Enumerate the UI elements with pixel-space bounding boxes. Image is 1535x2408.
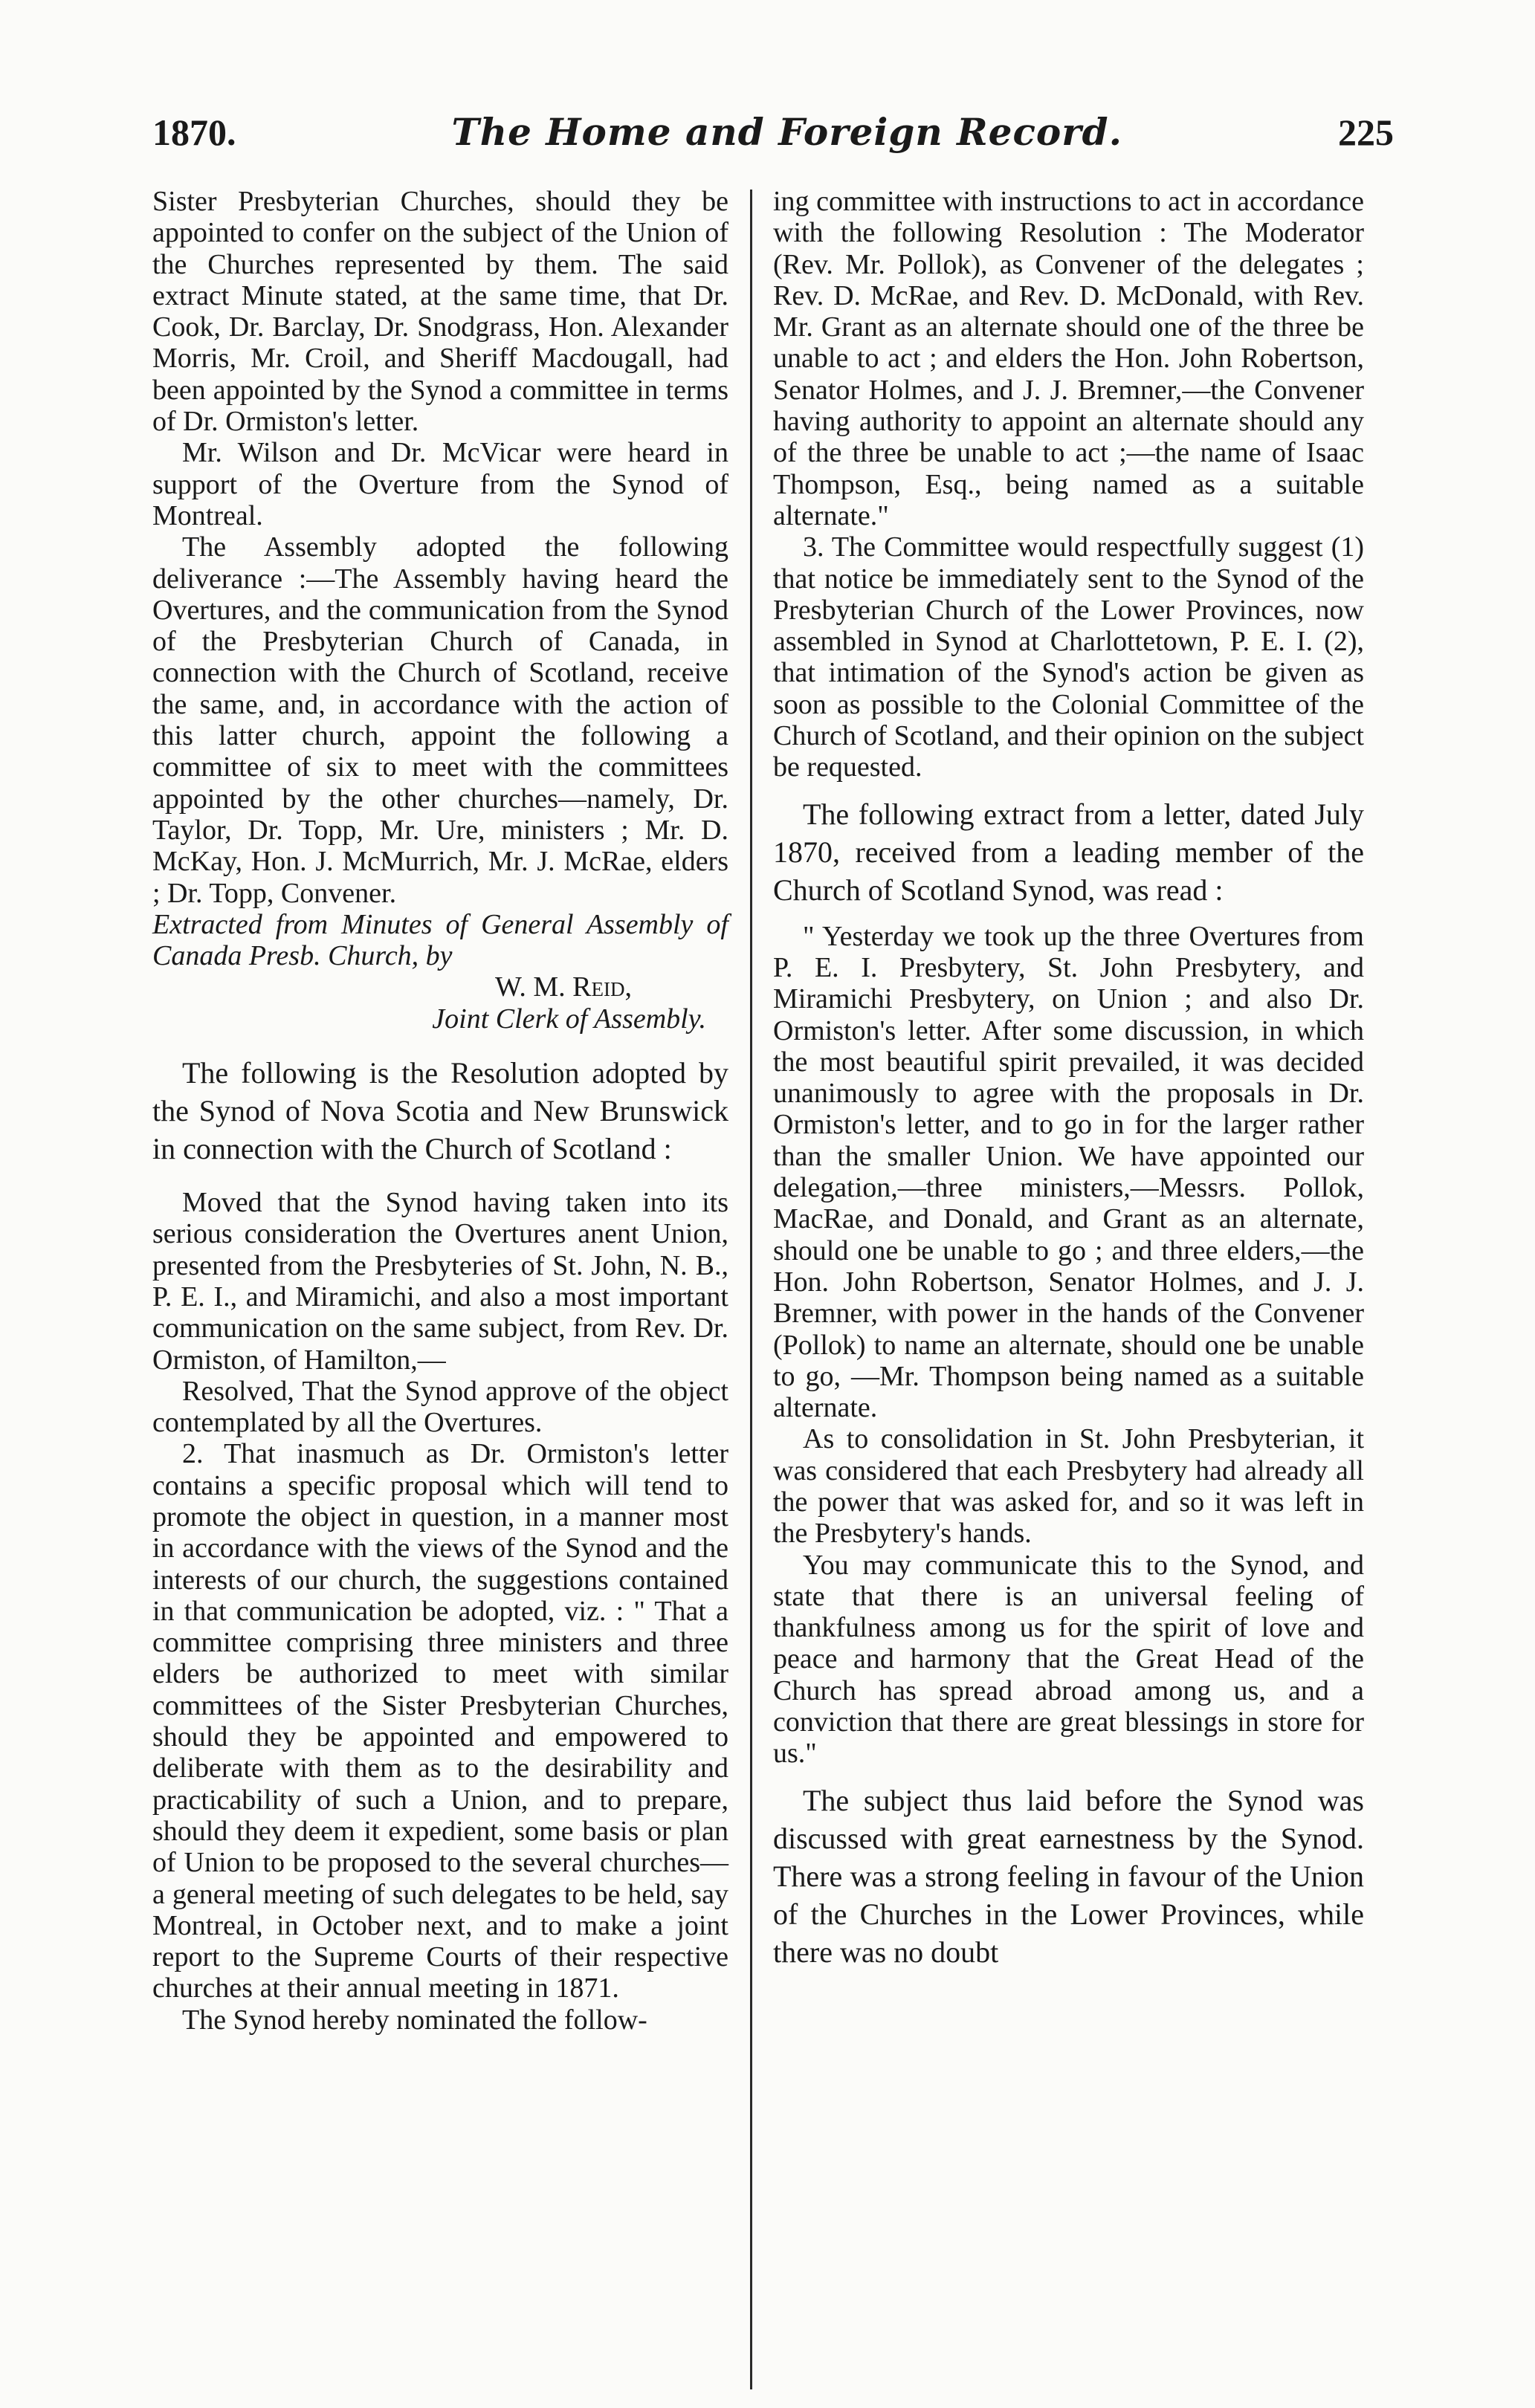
paragraph: 3. The Committee would respectfully suggest (1) that notice be immediately sent to the Synod of the Presbyterian Church of the Lower Provinces, now assembled in Synod at Charlottetown, P. E. I. (2), that intimation of the Synod's action be given as soon as possible to the Colonial Committee of the Church of Scotland, and their opinion on the subject be requested. xyxy=(773,531,1364,783)
paragraph: ing committee with instructions to act in accordance with the following Resolution : The Moderator (Rev. Mr. Pollok), as Convener of the delegates ; Rev. D. McRae, and Rev. D. McDonald, with Rev. Mr. Grant as an alternate should one of the three be unable to act ; and elders the Hon. John Robertson, Senator Holmes, and J. J. Bremner,—the Convener having authority to appoint an alternate should any of the three be unable to act ;—the name of Isaac Thompson, Esq., being named as a suitable alternate." xyxy=(773,186,1364,531)
extract-note: Extracted from Minutes of General Assembly of Canada Presb. Church, by xyxy=(152,908,728,972)
paragraph: You may communicate this to the Synod, and state that there is an universal feeling of thankfulness among us for the spirit of love and peace and harmony that the Great Head of the Church has spread abroad among us, and a conviction that there are great blessings in store for us." xyxy=(773,1549,1364,1770)
column-divider xyxy=(750,190,752,2389)
left-column xyxy=(152,186,728,2036)
page-header xyxy=(152,110,1394,162)
paragraph: The following extract from a letter, dated July 1870, received from a leading member of the Church of Scotland Synod, was read : xyxy=(773,797,1364,907)
paragraph: Mr. Wilson and Dr. McVicar were heard in support of the Overture from the Synod of Montreal. xyxy=(152,437,728,531)
paragraph: 2. That inasmuch as Dr. Ormiston's letter contains a specific proposal which will tend to promote the object in question, in a manner most in accordance with the views of the Synod and the interests of our church, the suggestions contained in that communication be adopted, viz. : " That a committee comprising three ministers and three elders be authorized to meet with similar committees of the Sister Presbyterian Churches, should they be appointed and empowered to deliberate with them as to the desirability and practicability of such a Union, and to prepare, should they deem it expedient, some basis or plan of Union to be proposed to the several churches—a general meeting of such delegates to be held, say Montreal, in October next, and to make a joint report to the Supreme Courts of their respective churches at their annual meeting in 1871. xyxy=(152,1438,728,2004)
right-column xyxy=(773,186,1364,1971)
paragraph: The Synod hereby nominated the follow- xyxy=(182,2004,647,2036)
paragraph: Resolved, That the Synod approve of the object contemplated by all the Overtures. xyxy=(152,1375,728,1439)
page-number: 225 xyxy=(1338,111,1394,153)
paragraph: The subject thus laid before the Synod was discussed with great earnestness by the Synod. There was a strong feeling in favour of the Union of the Churches in the Lower Provinces, while there was no doubt xyxy=(773,1783,1364,1969)
paragraph: Sister Presbyterian Churches, should they be appointed to confer on the subject of the Union of the Churches represented by them. The said extract Minute stated, at the same time, that Dr. Cook, Dr. Barclay, Dr. Snodgrass, Hon. Alexander Morris, Mr. Croil, and Sheriff Macdougall, had been appointed by the Synod a committee in terms of Dr. Ormiston's letter. xyxy=(152,186,728,438)
paragraph: The Assembly adopted the following deliverance :—The Assembly having heard the Overtures, and the communication from the Synod of the Presbyterian Church of Canada, in connection with the Church of Scotland, receive the same, and, in accordance with the action of this latter church, appoint the following a committee of six to meet with the committees appointed by the other churches—namely, Dr. Taylor, Dr. Topp, Mr. Ure, ministers ; Mr. D. McKay, Hon. J. McMurrich, Mr. J. McRae, elders ; Dr. Topp, Convener. xyxy=(152,531,728,909)
paragraph: The following is the Resolution adopted by the Synod of Nova Scotia and New Brunswick in connection with the Church of Scotland : xyxy=(152,1056,728,1166)
signature-title: Joint Clerk of Assembly. xyxy=(432,1003,706,1035)
header-year: 1870. xyxy=(152,111,236,153)
paragraph: Moved that the Synod having taken into its serious consideration the Overtures anent Union, presented from the Presbyteries of St. John, N. B., P. E. I., and Miramichi, and also a most important communication on the same subject, from Rev. Dr. Ormiston, of Hamilton,— xyxy=(152,1187,728,1376)
paragraph: " Yesterday we took up the three Overtures from P. E. I. Presbytery, St. John Presbytery, and Miramichi Presbytery, on Union ; and also Dr. Ormiston's letter. After some discussion, in which the most beautiful spirit prevailed, it was decided unanimously to agree with the proposals in Dr. Ormiston's letter, and to go in for the larger rather than the smaller Union. We have appointed our delegation,—three ministers,—Messrs. Pollok, MacRae, and Donald, and Grant as an alternate, should one be unable to go ; and three elders,—the Hon. John Robertson, Senator Holmes, and J. J. Bremner, with power in the hands of the Convener (Pollok) to name an alternate, should one be unable to go, —Mr. Thompson being named as a suitable alternate. xyxy=(773,920,1364,1424)
paragraph: As to consolidation in St. John Presbyterian, it was considered that each Presbytery had already all the power that was asked for, and so it was left in the Presbytery's hands. xyxy=(773,1423,1364,1550)
header-title: The Home and Foreign Record. xyxy=(451,110,1122,154)
signature-name: W. M. Reid, xyxy=(495,971,632,1003)
